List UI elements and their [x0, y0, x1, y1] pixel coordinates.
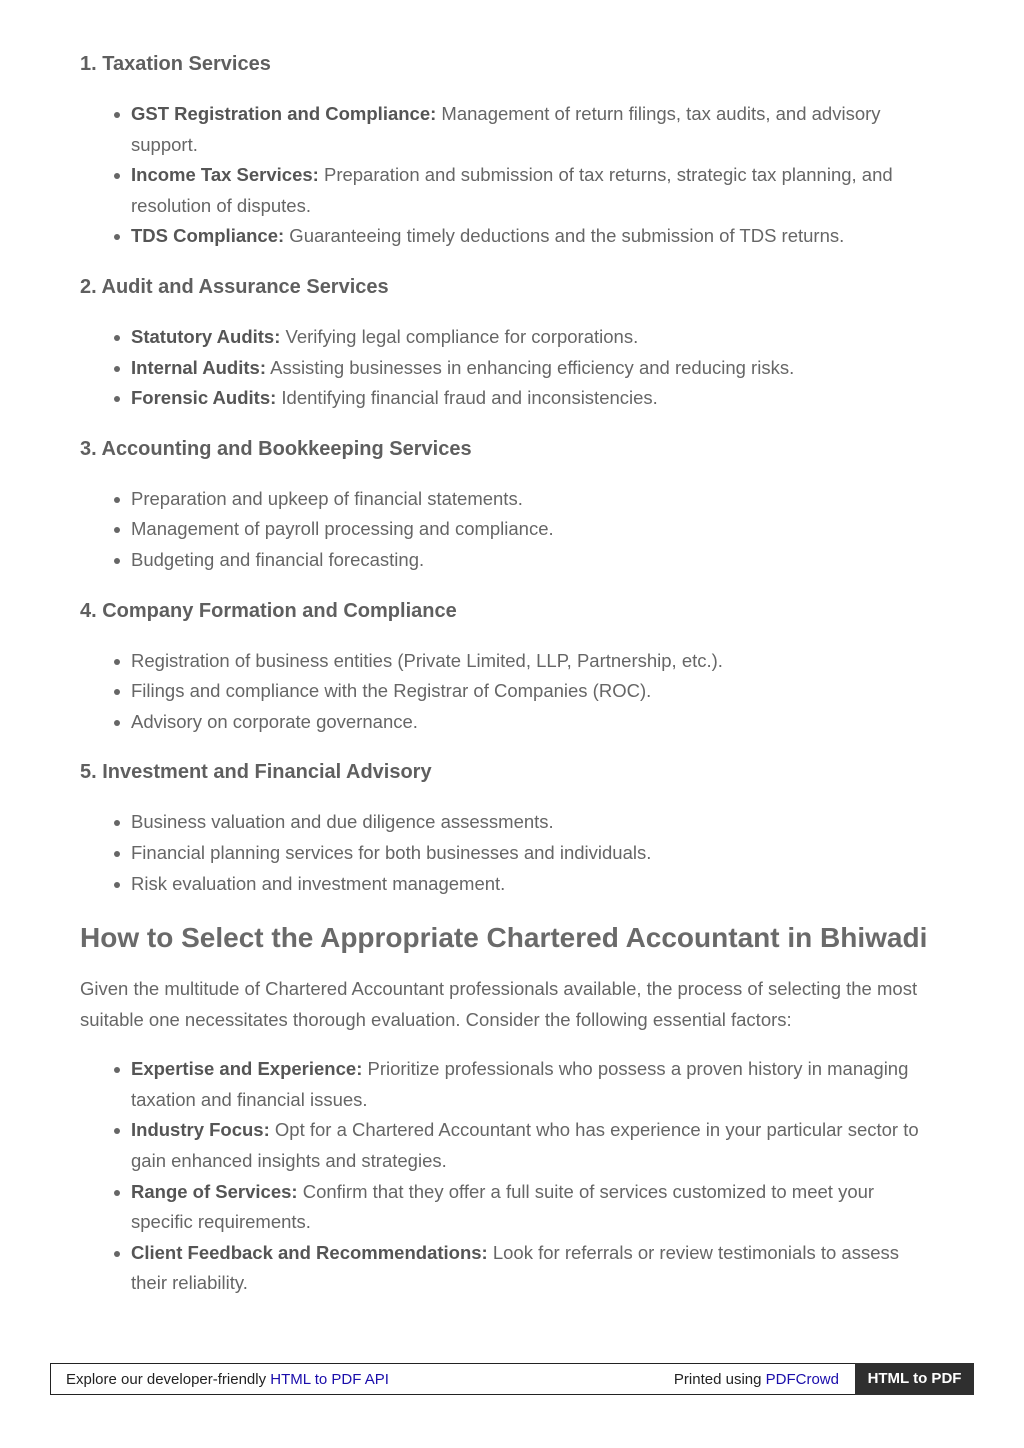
list-item: Statutory Audits: Verifying legal compliance for corporations.: [131, 322, 940, 353]
bullet-list: [80, 646, 940, 738]
section-taxation: [80, 48, 940, 252]
list-item: Financial planning services for both businesses and individuals.: [131, 838, 940, 869]
section-heading: 5. Investment and Financial Advisory: [80, 761, 432, 784]
bullet-list: [80, 807, 940, 899]
section-heading: 2. Audit and Assurance Services: [80, 275, 389, 298]
list-item: Expertise and Experience: Prioritize professionals who possess a proven history in managing taxation and financial issues.: [131, 1054, 940, 1115]
intro-paragraph: Given the multitude of Chartered Accountant professionals available, the process of selecting the most suitable one necessitates thorough evaluation. Consider the following essential factors:: [80, 978, 918, 1030]
html-to-pdf-badge[interactable]: HTML to PDF: [855, 1363, 974, 1395]
list-item: Filings and compliance with the Registrar of Companies (ROC).: [131, 676, 940, 707]
list-item: Range of Services: Confirm that they offer a full suite of services customized to meet your specific requirements.: [131, 1177, 940, 1238]
list-item: Client Feedback and Recommendations: Look for referrals or review testimonials to assess their reliability.: [131, 1238, 940, 1299]
list-item: Management of payroll processing and compliance.: [131, 514, 940, 545]
section-heading: 4. Company Formation and Compliance: [80, 599, 457, 622]
footer-explore: Explore our developer-friendly HTML to PDF API: [66, 1371, 389, 1388]
html-to-pdf-api-link[interactable]: HTML to PDF API: [270, 1371, 389, 1388]
pdfcrowd-footer-bar: [50, 1363, 974, 1395]
article-content: [80, 48, 940, 1318]
bullet-list: [80, 322, 940, 414]
list-item: Advisory on corporate governance.: [131, 707, 940, 738]
list-item: Income Tax Services: Preparation and submission of tax returns, strategic tax planning, and resolution of disputes.: [131, 160, 940, 221]
list-item: Industry Focus: Opt for a Chartered Accountant who has experience in your particular sector to gain enhanced insights and strategies.: [131, 1115, 940, 1176]
footer-printed: Printed using PDFCrowd: [673, 1371, 839, 1388]
section-investment: [80, 756, 940, 899]
list-item: Budgeting and financial forecasting.: [131, 545, 940, 576]
list-item: GST Registration and Compliance: Management of return filings, tax audits, and advisory support.: [131, 99, 940, 160]
section-heading: 1. Taxation Services: [80, 53, 271, 75]
section-how-to-select: [80, 918, 940, 1299]
list-item: Internal Audits: Assisting businesses in enhancing efficiency and reducing risks.: [131, 353, 940, 384]
article-heading: How to Select the Appropriate Chartered Accountant in Bhiwadi: [80, 922, 928, 954]
bullet-list: [80, 484, 940, 576]
bullet-list: [80, 99, 940, 252]
pdfcrowd-link[interactable]: PDFCrowd: [765, 1371, 839, 1388]
section-accounting: [80, 433, 940, 576]
list-item: TDS Compliance: Guaranteeing timely deductions and the submission of TDS returns.: [131, 221, 940, 252]
section-audit: [80, 271, 940, 414]
list-item: Forensic Audits: Identifying financial fraud and inconsistencies.: [131, 383, 940, 414]
list-item: Risk evaluation and investment management.: [131, 869, 940, 900]
bullet-list: [80, 1054, 940, 1299]
section-heading: 3. Accounting and Bookkeeping Services: [80, 437, 472, 460]
list-item: Registration of business entities (Private Limited, LLP, Partnership, etc.).: [131, 646, 940, 677]
list-item: Business valuation and due diligence assessments.: [131, 807, 940, 838]
list-item: Preparation and upkeep of financial statements.: [131, 484, 940, 515]
section-company-formation: [80, 595, 940, 738]
